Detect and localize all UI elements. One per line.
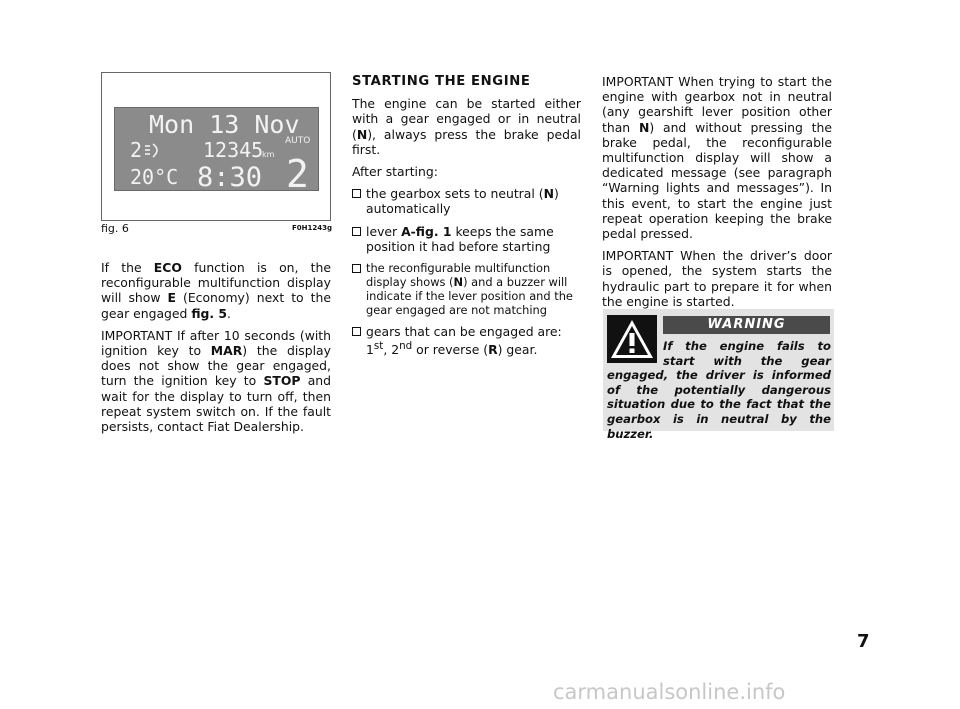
section-heading: STARTING THE ENGINE [352, 74, 531, 89]
lcd-display [114, 107, 319, 191]
column-2 [352, 74, 581, 365]
page-number: 7 [857, 631, 870, 652]
figure-frame [101, 72, 331, 221]
column-3 [602, 74, 832, 316]
figure-caption: fig. 6 [101, 222, 129, 235]
warning-text: If the engine fails to start with the gear engaged, the driver is informed of the potentially dangerous situation due to the fact that the gearbox is in neutral by the buzzer. [607, 339, 831, 441]
checkbox-bullet-icon [352, 227, 361, 236]
paragraph-eco: If the ECO function is on, the reconfigurable multifunction display will show E (Economy) next to the gear engaged fig. 5. [101, 260, 331, 321]
light-icon [145, 144, 157, 157]
watermark: carmanualsonline.info [553, 680, 786, 704]
checkbox-bullet-icon [352, 264, 361, 273]
list-item: the reconfigurable multifunction display shows (N) and a buzzer will indicate if the lever position and the gear engaged are not matching [352, 261, 581, 317]
warning-title: WARNING [663, 316, 830, 334]
warning-box [603, 309, 834, 441]
paragraph-important-door: IMPORTANT When the driver’s door is opened, the system starts the hydraulic part to prepare it for when the engine is started. [602, 248, 832, 309]
list-item: lever A-fig. 1 keeps the same position it had before starting [352, 224, 581, 254]
lcd-graphic [115, 108, 318, 190]
paragraph-important-mar: IMPORTANT If after 10 seconds (with ignition key to MAR) the display does not show the gear engaged, turn the ignition key to STOP and wait for the display to turn off, then repeat system switch on. If the fault persists, contact Fiat Dealership. [101, 327, 332, 435]
lcd-mode: AUTO [285, 136, 311, 146]
bullet-list [352, 186, 581, 357]
lcd-gear: 2 [286, 152, 309, 190]
lcd-time: 8:30 [197, 162, 263, 190]
figure-code: F0H1243g [292, 224, 333, 232]
column-1 [101, 260, 331, 441]
list-item: gears that can be engaged are: 1st, 2nd or reverse (R) gear. [352, 324, 581, 358]
paragraph-after-starting: After starting: [352, 164, 438, 180]
paragraph-start: The engine can be started either with a gear engaged or in neutral (N), always press the brake pedal first. [352, 96, 581, 157]
lcd-temperature: 20°C [130, 165, 179, 189]
paragraph-important-neutral: IMPORTANT When trying to start the engine with gearbox not in neutral (any gearshift lever position other than N) and without pressing the brake pedal, the reconfigurable multifunction display will show a dedicated message (see paragraph “Warning lights and messages”). In this event, to start the engine just repeat operation keeping the brake pedal pressed. [602, 74, 832, 242]
lcd-date: Mon 13 Nov [149, 110, 300, 139]
checkbox-bullet-icon [352, 189, 361, 198]
lcd-odometer-unit: km [262, 150, 275, 159]
list-item: the gearbox sets to neutral (N) automatically [352, 186, 581, 216]
lcd-odometer: 12345 [203, 138, 264, 162]
checkbox-bullet-icon [352, 327, 361, 336]
lcd-gear-left: 2 [130, 138, 143, 162]
